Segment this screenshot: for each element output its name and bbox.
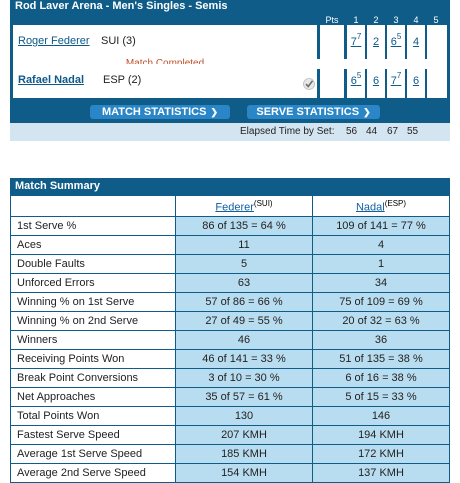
stat-federer: 86 of 135 = 64 % bbox=[176, 217, 313, 236]
nadal-link[interactable]: Nadal bbox=[355, 201, 385, 214]
set-score: 2 bbox=[367, 25, 385, 59]
stat-nadal: 109 of 141 = 77 % bbox=[313, 217, 450, 236]
header-set-4: 4 bbox=[413, 15, 419, 25]
stat-nadal: 1 bbox=[313, 255, 450, 274]
table-row bbox=[11, 407, 450, 426]
elapsed-label: Elapsed Time by Set: bbox=[240, 126, 335, 137]
stat-federer: 3 of 10 = 30 % bbox=[176, 369, 313, 388]
set-score bbox=[427, 64, 447, 98]
chevron-right-icon: ❯ bbox=[363, 107, 371, 117]
chevron-right-icon: ❯ bbox=[210, 107, 219, 117]
set-score: $6^5$ bbox=[387, 25, 405, 59]
stat-federer: 46 bbox=[176, 331, 313, 350]
points-cell bbox=[320, 64, 344, 98]
stat-nadal: 34 bbox=[313, 274, 450, 293]
stat-federer: 35 of 57 = 61 % bbox=[176, 388, 313, 407]
stat-label: Winning % on 1st Serve bbox=[11, 293, 176, 312]
stat-label: Winning % on 2nd Serve bbox=[11, 312, 176, 331]
table-row bbox=[11, 217, 450, 236]
stat-nadal: 75 of 109 = 69 % bbox=[313, 293, 450, 312]
stat-nadal: 5 of 15 = 33 % bbox=[313, 388, 450, 407]
table-row bbox=[11, 445, 450, 464]
set-score: $7^7$ bbox=[387, 64, 405, 98]
table-row bbox=[11, 293, 450, 312]
set-score: $6^5$ bbox=[347, 64, 365, 98]
stat-label: Double Faults bbox=[11, 255, 176, 274]
player-row-federer bbox=[13, 25, 447, 59]
stat-federer: 130 bbox=[176, 407, 313, 426]
set-score bbox=[427, 25, 447, 59]
table-row bbox=[11, 388, 450, 407]
stat-label: Fastest Serve Speed bbox=[11, 426, 176, 445]
header-player-nadal: Nadal$^{(ESP)}$ bbox=[313, 196, 450, 217]
stat-federer: 27 of 49 = 55 % bbox=[176, 312, 313, 331]
federer-link[interactable]: Federer bbox=[215, 201, 254, 214]
stat-label: Aces bbox=[11, 236, 176, 255]
stat-federer: 5 bbox=[176, 255, 313, 274]
stat-nadal: 172 KMH bbox=[313, 445, 450, 464]
stat-federer: 63 bbox=[176, 274, 313, 293]
table-row bbox=[11, 274, 450, 293]
stats-button-bar bbox=[10, 103, 450, 121]
match-statistics-button[interactable]: MATCH STATISTICS ❯ bbox=[90, 105, 230, 119]
stat-nadal: 51 of 135 = 38 % bbox=[313, 350, 450, 369]
stat-label: Net Approaches bbox=[11, 388, 176, 407]
player-row-nadal bbox=[13, 64, 447, 98]
stat-label: 1st Serve % bbox=[11, 217, 176, 236]
player-link-federer[interactable]: Roger Federer bbox=[18, 35, 90, 47]
table-row bbox=[11, 331, 450, 350]
stat-federer: 46 of 141 = 33 % bbox=[176, 350, 313, 369]
stat-nadal: 20 of 32 = 63 % bbox=[313, 312, 450, 331]
scoreboard bbox=[10, 0, 450, 141]
stat-label: Break Point Conversions bbox=[11, 369, 176, 388]
stat-nadal: 6 of 16 = 38 % bbox=[313, 369, 450, 388]
elapsed-time-bar bbox=[10, 123, 450, 141]
points-cell bbox=[320, 25, 344, 59]
score-column-headers bbox=[10, 15, 450, 25]
stat-federer: 11 bbox=[176, 236, 313, 255]
stat-label: Average 1st Serve Speed bbox=[11, 445, 176, 464]
player-name-cell bbox=[13, 64, 317, 98]
stat-label: Total Points Won bbox=[11, 407, 176, 426]
table-row bbox=[11, 255, 450, 274]
stat-nadal: 4 bbox=[313, 236, 450, 255]
player-name-cell bbox=[13, 25, 317, 59]
elapsed-set-3: 67 bbox=[387, 126, 399, 137]
match-title: Rod Laver Arena - Men's Singles - Semis bbox=[15, 0, 228, 12]
stat-label: Receiving Points Won bbox=[11, 350, 176, 369]
table-row bbox=[11, 312, 450, 331]
player-country-seed: ESP (2) bbox=[103, 74, 142, 86]
header-set-1: 1 bbox=[353, 15, 359, 25]
player-link-nadal[interactable]: Rafael Nadal bbox=[18, 74, 85, 86]
summary-title: Match Summary bbox=[10, 178, 450, 195]
match-summary-panel bbox=[10, 178, 450, 483]
stat-nadal: 146 bbox=[313, 407, 450, 426]
table-row bbox=[11, 369, 450, 388]
player-country-seed: SUI (3) bbox=[101, 35, 136, 47]
header-set-3: 3 bbox=[393, 15, 399, 25]
table-row bbox=[11, 350, 450, 369]
set-score: $7^7$ bbox=[347, 25, 365, 59]
header-set-2: 2 bbox=[373, 15, 379, 25]
stat-federer: 57 of 86 = 66 % bbox=[176, 293, 313, 312]
stat-label: Winners bbox=[11, 331, 176, 350]
header-pts: Pts bbox=[325, 15, 339, 25]
summary-table bbox=[10, 195, 450, 483]
table-row bbox=[11, 426, 450, 445]
header-blank bbox=[11, 196, 176, 217]
serve-statistics-button[interactable]: SERVE STATISTICS ❯ bbox=[247, 105, 380, 119]
stat-federer: 185 KMH bbox=[176, 445, 313, 464]
stat-nadal: 36 bbox=[313, 331, 450, 350]
stat-nadal: 194 KMH bbox=[313, 426, 450, 445]
stat-label: Unforced Errors bbox=[11, 274, 176, 293]
stat-nadal: 137 KMH bbox=[313, 464, 450, 483]
set-score: 6 bbox=[367, 64, 385, 98]
table-row bbox=[11, 236, 450, 255]
elapsed-set-1: 56 bbox=[346, 126, 358, 137]
elapsed-set-2: 44 bbox=[366, 126, 378, 137]
stat-label: Average 2nd Serve Speed bbox=[11, 464, 176, 483]
set-score: 6 bbox=[407, 64, 425, 98]
header-set-5: 5 bbox=[433, 15, 439, 25]
summary-header-row bbox=[11, 196, 450, 217]
stat-federer: 154 KMH bbox=[176, 464, 313, 483]
set-score: 4 bbox=[407, 25, 425, 59]
winner-check-icon bbox=[303, 78, 315, 90]
stat-federer: 207 KMH bbox=[176, 426, 313, 445]
header-player-federer: Federer$^{(SUI)}$ bbox=[176, 196, 313, 217]
elapsed-set-4: 55 bbox=[407, 126, 419, 137]
